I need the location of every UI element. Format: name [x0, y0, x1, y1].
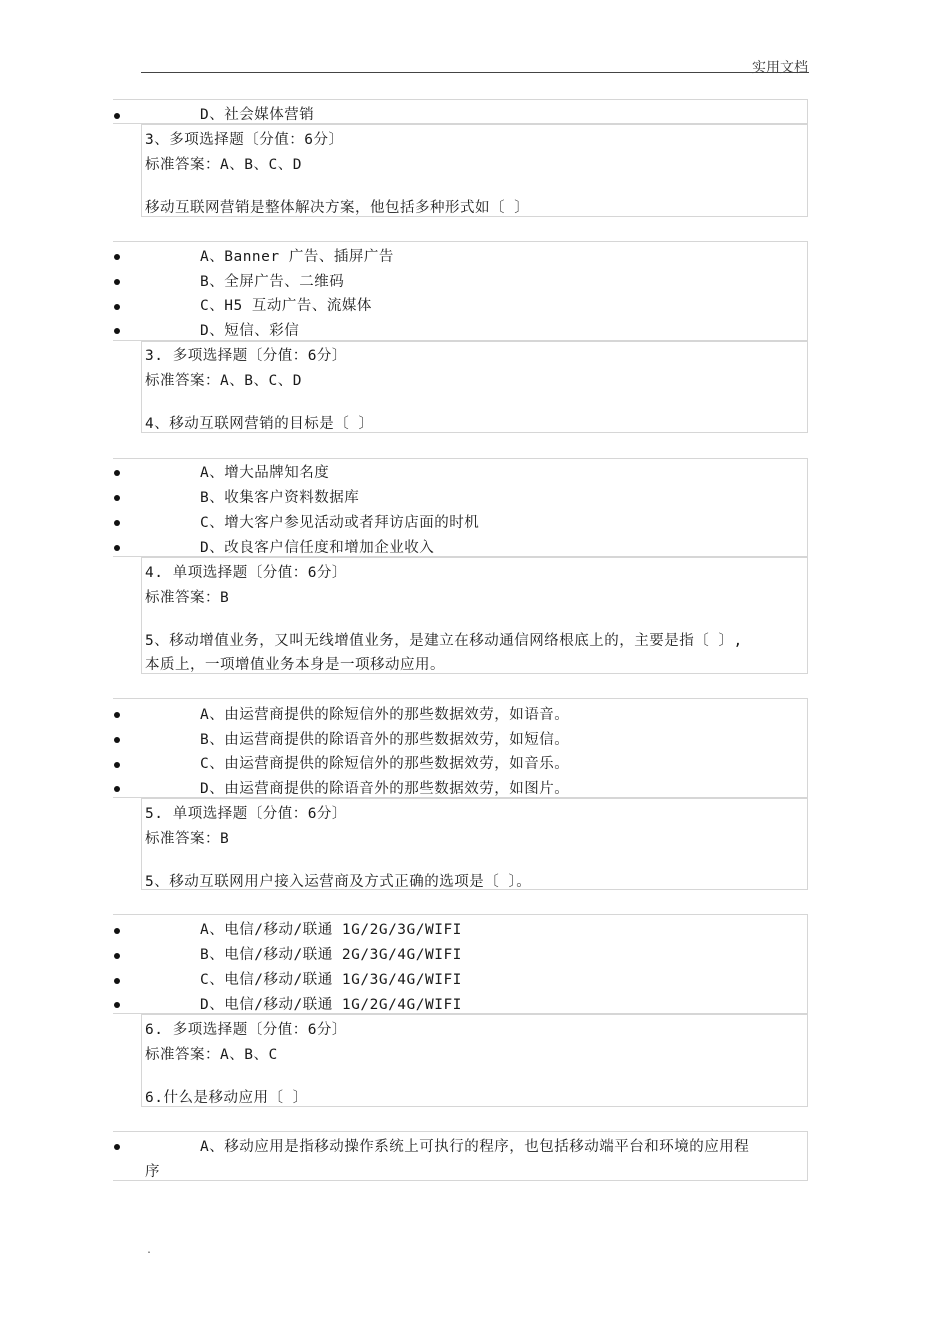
- option-item: D、电信/移动/联通 1G/2G/4G/WIFI: [200, 997, 462, 1013]
- option-item: B、全屏广告、二维码: [200, 274, 345, 290]
- bullet-icon: [114, 304, 120, 310]
- question-answer: 标准答案：B: [145, 831, 230, 847]
- page-header-title: 实用文档: [752, 59, 808, 75]
- option-item: A、增大品牌知名度: [200, 465, 330, 481]
- question-meta: 5. 单项选择题〔分值：6分〕: [145, 806, 347, 822]
- bullet-icon: [114, 279, 120, 285]
- option-item: B、由运营商提供的除语音外的那些数据效劳，如短信。: [200, 732, 570, 748]
- option-item: D、改良客户信任度和增加企业收入: [200, 540, 435, 556]
- option-item: A、Banner 广告、插屏广告: [200, 249, 394, 265]
- bullet-icon: [114, 113, 120, 119]
- question-answer: 标准答案：A、B、C、D: [145, 373, 302, 389]
- option-item: D、短信、彩信: [200, 323, 300, 339]
- question-meta: 6. 多项选择题〔分值：6分〕: [145, 1022, 347, 1038]
- question-stem: 6.什么是移动应用〔 〕: [145, 1090, 308, 1106]
- option-item: A、电信/移动/联通 1G/2G/3G/WIFI: [200, 922, 462, 938]
- bullet-icon: [114, 762, 120, 768]
- option-item: B、电信/移动/联通 2G/3G/4G/WIFI: [200, 947, 462, 963]
- option-item: C、H5 互动广告、流媒体: [200, 298, 372, 314]
- footer-mark: .: [146, 1245, 153, 1256]
- option-item-continuation: 序: [145, 1164, 160, 1180]
- bullet-icon: [114, 978, 120, 984]
- bullet-icon: [114, 1144, 120, 1150]
- bullet-icon: [114, 328, 120, 334]
- header-divider: [141, 72, 809, 73]
- question-stem: 本质上，一项增值业务本身是一项移动应用。: [145, 657, 445, 673]
- question-stem: 4、移动互联网营销的目标是〔 〕: [145, 416, 374, 432]
- option-item: D、社会媒体营销: [200, 107, 315, 123]
- question-answer: 标准答案：A、B、C: [145, 1047, 278, 1063]
- question-stem: 5、移动增值业务，又叫无线增值业务，是建立在移动通信网络根底上的，主要是指〔 〕,: [145, 633, 743, 649]
- bullet-icon: [114, 737, 120, 743]
- bullet-icon: [114, 1002, 120, 1008]
- question-stem: 移动互联网营销是整体解决方案，他包括多种形式如〔 〕: [145, 200, 530, 216]
- bullet-icon: [114, 254, 120, 260]
- bullet-icon: [114, 786, 120, 792]
- option-item: B、收集客户资料数据库: [200, 490, 360, 506]
- option-item: C、电信/移动/联通 1G/3G/4G/WIFI: [200, 972, 462, 988]
- option-item: D、由运营商提供的除语音外的那些数据效劳，如图片。: [200, 781, 570, 797]
- bullet-icon: [114, 928, 120, 934]
- option-item: A、由运营商提供的除短信外的那些数据效劳，如语音。: [200, 707, 570, 723]
- question-meta: 4. 单项选择题〔分值：6分〕: [145, 565, 347, 581]
- question-meta: 3、多项选择题〔分值：6分〕: [145, 132, 344, 148]
- option-item: C、增大客户参见活动或者拜访店面的时机: [200, 515, 480, 531]
- bullet-icon: [114, 470, 120, 476]
- bullet-icon: [114, 545, 120, 551]
- bullet-icon: [114, 495, 120, 501]
- question-answer: 标准答案：A、B、C、D: [145, 157, 302, 173]
- option-item: A、移动应用是指移动操作系统上可执行的程序，也包括移动端平台和环境的应用程: [200, 1139, 750, 1155]
- question-meta: 3. 多项选择题〔分值：6分〕: [145, 348, 347, 364]
- bullet-icon: [114, 953, 120, 959]
- question-stem: 5、移动互联网用户接入运营商及方式正确的选项是〔 〕。: [145, 874, 532, 890]
- bullet-icon: [114, 712, 120, 718]
- bullet-icon: [114, 520, 120, 526]
- option-item: C、由运营商提供的除短信外的那些数据效劳，如音乐。: [200, 756, 570, 772]
- question-answer: 标准答案：B: [145, 590, 230, 606]
